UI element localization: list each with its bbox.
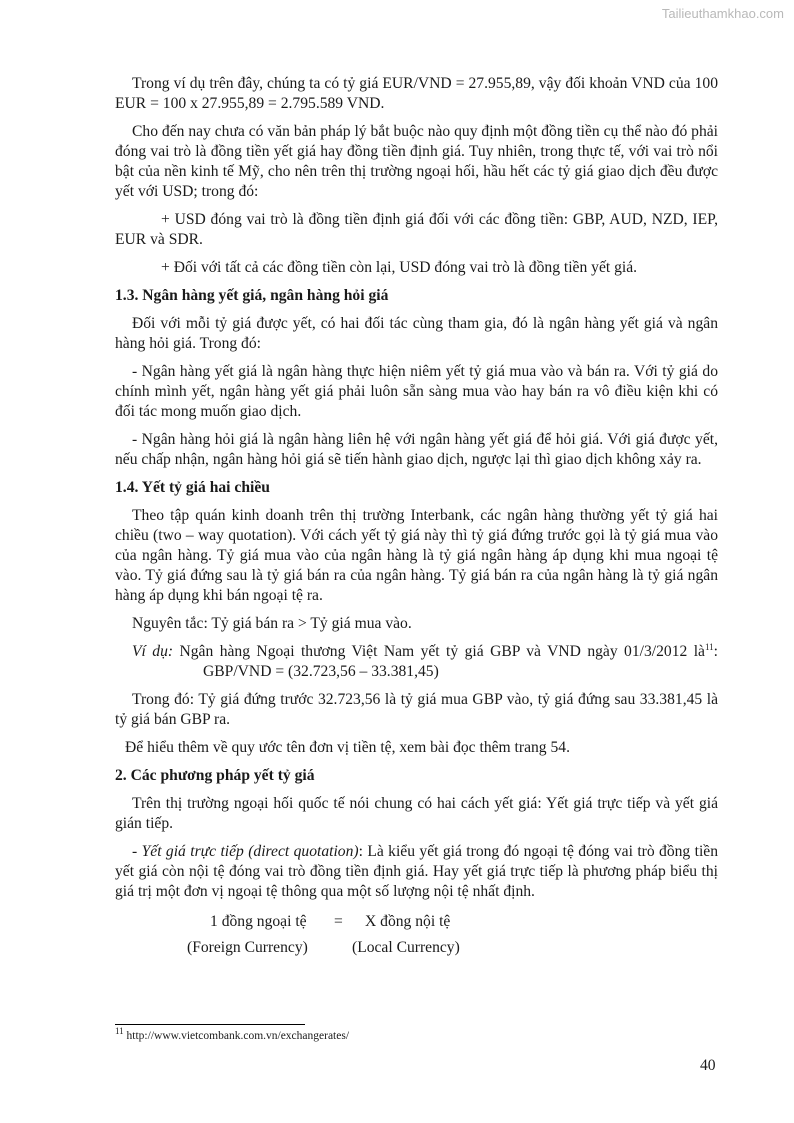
heading-1-3: 1.3. Ngân hàng yết giá, ngân hàng hỏi giá: [115, 287, 389, 304]
example-text: Ngân hàng Ngoại thương Việt Nam yết tỷ giá GBP và VND ngày 01/3/2012 là: [173, 643, 705, 660]
paragraph-principle: Nguyên tắc: Tỷ giá bán ra > Tỷ giá mua vào.: [132, 615, 412, 632]
heading-2: 2. Các phương pháp yết tỷ giá: [115, 767, 315, 784]
example-colon: :: [713, 643, 718, 660]
formula-left: 1 đồng ngoại tệ: [210, 913, 307, 930]
paragraph-quoting-bank: - Ngân hàng yết giá là ngân hàng thực hiện niêm yết tỷ giá mua vào và bán ra. Với tỷ giá do chính mình yết, ngân hàng yết giá phải luôn sẵn sàng mua vào hay bán ra vô điều kiện khi có đối tác mong muốn giao dịch.: [115, 363, 718, 420]
footnote-url: http://www.vietcombank.com.vn/exchangerates/: [126, 1030, 350, 1042]
formula-line-1: [115, 912, 718, 938]
formula-left-english: (Foreign Currency): [187, 939, 308, 956]
paragraph-example-eur: Trong ví dụ trên đây, chúng ta có tỷ giá EUR/VND = 27.955,89, vậy đối khoản VND của 100 EUR = 100 x 27.955,89 = 2.795.589 VND.: [115, 75, 718, 112]
paragraph-two-methods: Trên thị trường ngoại hối quốc tế nói chung có hai cách yết giá: Yết giá trực tiếp và yết giá gián tiếp.: [115, 795, 718, 832]
heading-1-4: 1.4. Yết tỷ giá hai chiều: [115, 479, 270, 496]
direct-quotation-term: Yết giá trực tiếp (direct quotation): [141, 843, 359, 860]
paragraph-asking-bank: - Ngân hàng hỏi giá là ngân hàng liên hệ với ngân hàng yết giá để hỏi giá. Với giá được yết, nếu chấp nhận, ngân hàng hỏi giá sẽ tiến hành giao dịch, ngược lại thì giao dịch không xảy ra.: [115, 431, 718, 468]
example-label: Ví dụ:: [132, 643, 174, 660]
watermark: Tailieuthamkhao.com: [661, 6, 784, 21]
example-block: [115, 642, 718, 682]
dash: -: [132, 843, 142, 860]
formula: [115, 912, 718, 964]
page-body: [115, 74, 718, 964]
direct-quotation-text: : Là kiểu yết giá trong đó ngoại tệ đóng vai trò đồng tiền yết giá còn nội tệ đóng vai trò đồng tiền định giá. Hay yết giá trực tiếp là phương pháp biểu thị giá trị một đơn vị ngoại tệ thông qua một số lượng nội tệ nhất định.: [115, 843, 718, 900]
formula-right-english: (Local Currency): [352, 939, 460, 956]
paragraph-two-parties: Đối với mỗi tỷ giá được yết, có hai đối tác cùng tham gia, đó là ngân hàng yết giá và ngân hàng hỏi giá. Trong đó:: [115, 315, 718, 352]
formula-equals: =: [334, 913, 343, 930]
paragraph-no-legal-rule: Cho đến nay chưa có văn bản pháp lý bắt buộc nào quy định một đồng tiền cụ thể nào đó phải đóng vai trò là đồng tiền yết giá hay đồng tiền định giá. Tuy nhiên, trong thực tế, với vai trò nổi bật của nền kinh tế Mỹ, cho nên trên thị trường ngoại hối, hầu hết các tỷ giá giao dịch đều được yết với USD; trong đó:: [115, 123, 718, 200]
page-number: 40: [700, 1057, 716, 1074]
example-rate: GBP/VND = (32.723,56 – 33.381,45): [203, 663, 439, 680]
paragraph-further-reading: Để hiểu thêm về quy ước tên đơn vị tiền tệ, xem bài đọc thêm trang 54.: [125, 739, 570, 756]
footnote-separator: [115, 1024, 305, 1025]
footnote: [115, 1026, 350, 1042]
paragraph-two-way-quotation: Theo tập quán kinh doanh trên thị trường Interbank, các ngân hàng thường yết tỷ giá hai chiều (two – way quotation). Với cách yết tỷ giá này thì tỷ giá đứng trước gọi là tỷ giá mua vào của ngân hàng. Tỷ giá mua vào của ngân hàng là tỷ giá ngân hàng áp dụng khi mua ngoại tệ vào. Tỷ giá đứng sau là tỷ giá bán ra của ngân hàng. Tỷ giá bán ra của ngân hàng là tỷ giá ngân hàng áp dụng khi bán ngoại tệ ra.: [115, 507, 718, 604]
footnote-ref: 11: [704, 641, 714, 652]
formula-line-2: [115, 938, 718, 964]
paragraph-direct-quotation: [115, 842, 718, 902]
formula-right: X đồng nội tệ: [365, 913, 451, 930]
paragraph-rate-explanation: Trong đó: Tỷ giá đứng trước 32.723,56 là tỷ giá mua GBP vào, tỷ giá đứng sau 33.381,45 là tỷ giá bán GBP ra.: [115, 691, 718, 728]
footnote-number: 11: [115, 1026, 124, 1037]
bullet-usd-pricing: + USD đóng vai trò là đồng tiền định giá đối với các đồng tiền: GBP, AUD, NZD, IEP, EUR và SDR.: [115, 211, 718, 248]
bullet-usd-quoting: + Đối với tất cả các đồng tiền còn lại, USD đóng vai trò là đồng tiền yết giá.: [161, 259, 638, 276]
